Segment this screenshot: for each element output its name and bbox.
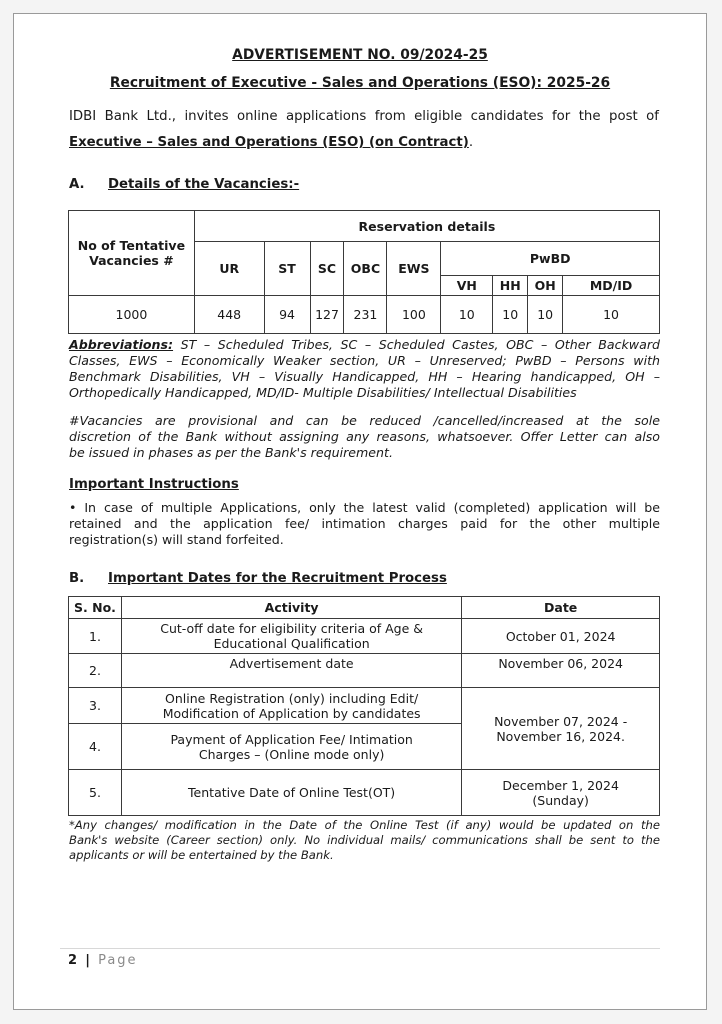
cell-activity: Cut-off date for eligibility criteria of Age & Educational Qualification	[121, 619, 461, 654]
table-row	[69, 770, 660, 816]
abbreviations-label: Abbreviations:	[69, 337, 174, 352]
section-b-letter: B.	[69, 571, 85, 586]
footer-divider	[60, 948, 660, 949]
cell-obc: 231	[344, 296, 387, 334]
col-header-hh: HH	[493, 276, 528, 296]
page-separator: |	[85, 953, 90, 968]
cell-sc: 127	[310, 296, 344, 334]
cell-ur: 448	[194, 296, 264, 334]
table-row	[69, 619, 660, 654]
cell-date: October 01, 2024	[462, 619, 660, 654]
cell-activity: Tentative Date of Online Test(OT)	[121, 770, 461, 816]
col-header-sc: SC	[310, 242, 344, 296]
cell-activity: Advertisement date	[121, 654, 461, 688]
cell-vh: 10	[441, 296, 493, 334]
table-row	[69, 654, 660, 688]
section-a-letter: A.	[69, 177, 85, 192]
col-header-sno: S. No.	[69, 597, 122, 619]
col-header-mdid: MD/ID	[563, 276, 660, 296]
cell-total: 1000	[69, 296, 195, 334]
cell-activity: Online Registration (only) including Edit/ Modification of Application by candidates	[121, 688, 461, 724]
cell-mdid: 10	[563, 296, 660, 334]
instructions-body: • In case of multiple Applications, only the latest valid (completed) application will be retained and the application fee/ intimation charges paid for the other multiple registration(s) will stand forfeited.	[69, 500, 660, 547]
col-header-date: Date	[462, 597, 660, 619]
table-row	[69, 688, 660, 724]
cell-sno: 3.	[69, 688, 122, 724]
table-row	[69, 296, 660, 334]
reservation-header: Reservation details	[194, 211, 659, 242]
dates-table	[68, 596, 660, 816]
instructions-title: Important Instructions	[69, 477, 239, 492]
cell-sno: 4.	[69, 724, 122, 770]
col-header-activity: Activity	[121, 597, 461, 619]
col-header-vh: VH	[441, 276, 493, 296]
page-label: Page	[98, 953, 138, 968]
page-number: 2	[68, 953, 78, 968]
col-header-ews: EWS	[387, 242, 441, 296]
abbreviations: Abbreviations: ST – Scheduled Tribes, SC – Scheduled Castes, OBC – Other Backward Classes, EWS – Economically Weaker section, UR – Unreserved; PwBD – Persons with Benchmark Disabilities, VH – Visually Handicapped, HH – Hearing handicapped, OH – Orthopedically Handicapped, MD/ID- Multiple Disabilities/ Intellectual Disabilities	[69, 337, 660, 400]
post-name: Executive – Sales and Operations (ESO) (on Contract)	[69, 135, 469, 150]
cell-oh: 10	[528, 296, 563, 334]
cell-date: November 06, 2024	[462, 654, 660, 688]
intro-period: .	[468, 135, 474, 150]
vacancy-table	[68, 210, 660, 334]
cell-hh: 10	[493, 296, 528, 334]
cell-st: 94	[264, 296, 310, 334]
recruitment-title: Recruitment of Executive - Sales and Operations (ESO): 2025-26	[109, 75, 611, 91]
intro-line: IDBI Bank Ltd., invites online applications from eligible candidates for the post of	[69, 109, 659, 124]
col-header-ur: UR	[194, 242, 264, 296]
cell-activity: Payment of Application Fee/ Intimation Charges – (Online mode only)	[121, 724, 461, 770]
cell-sno: 5.	[69, 770, 122, 816]
intro-post	[69, 134, 659, 151]
pwbd-header: PwBD	[441, 242, 660, 276]
cell-sno: 1.	[69, 619, 122, 654]
advertisement-number: ADVERTISEMENT NO. 09/2024-25	[232, 47, 488, 63]
cell-date: December 1, 2024 (Sunday)	[462, 770, 660, 816]
cell-sno: 2.	[69, 654, 122, 688]
page-footer	[68, 953, 138, 968]
col-header-oh: OH	[528, 276, 563, 296]
col-header-obc: OBC	[344, 242, 387, 296]
vacancy-note: #Vacancies are provisional and can be reduced /cancelled/increased at the sole discretion of the Bank without assigning any reasons, whatsoever. Offer Letter can also be issued in phases as per the Bank's requirement.	[69, 413, 660, 460]
cell-date-merged: November 07, 2024 - November 16, 2024.	[462, 688, 660, 770]
section-b-title: Important Dates for the Recruitment Process	[108, 571, 447, 586]
col-header-st: ST	[264, 242, 310, 296]
col-header-vacancies: No of Tentative Vacancies #	[69, 211, 195, 296]
section-a-title: Details of the Vacancies:-	[108, 177, 300, 192]
dates-footnote: *Any changes/ modification in the Date of the Online Test (if any) would be updated on the Bank's website (Career section) only. No individual mails/ communications shall be sent to the applicants or will be entertained by the Bank.	[69, 818, 660, 862]
cell-ews: 100	[387, 296, 441, 334]
